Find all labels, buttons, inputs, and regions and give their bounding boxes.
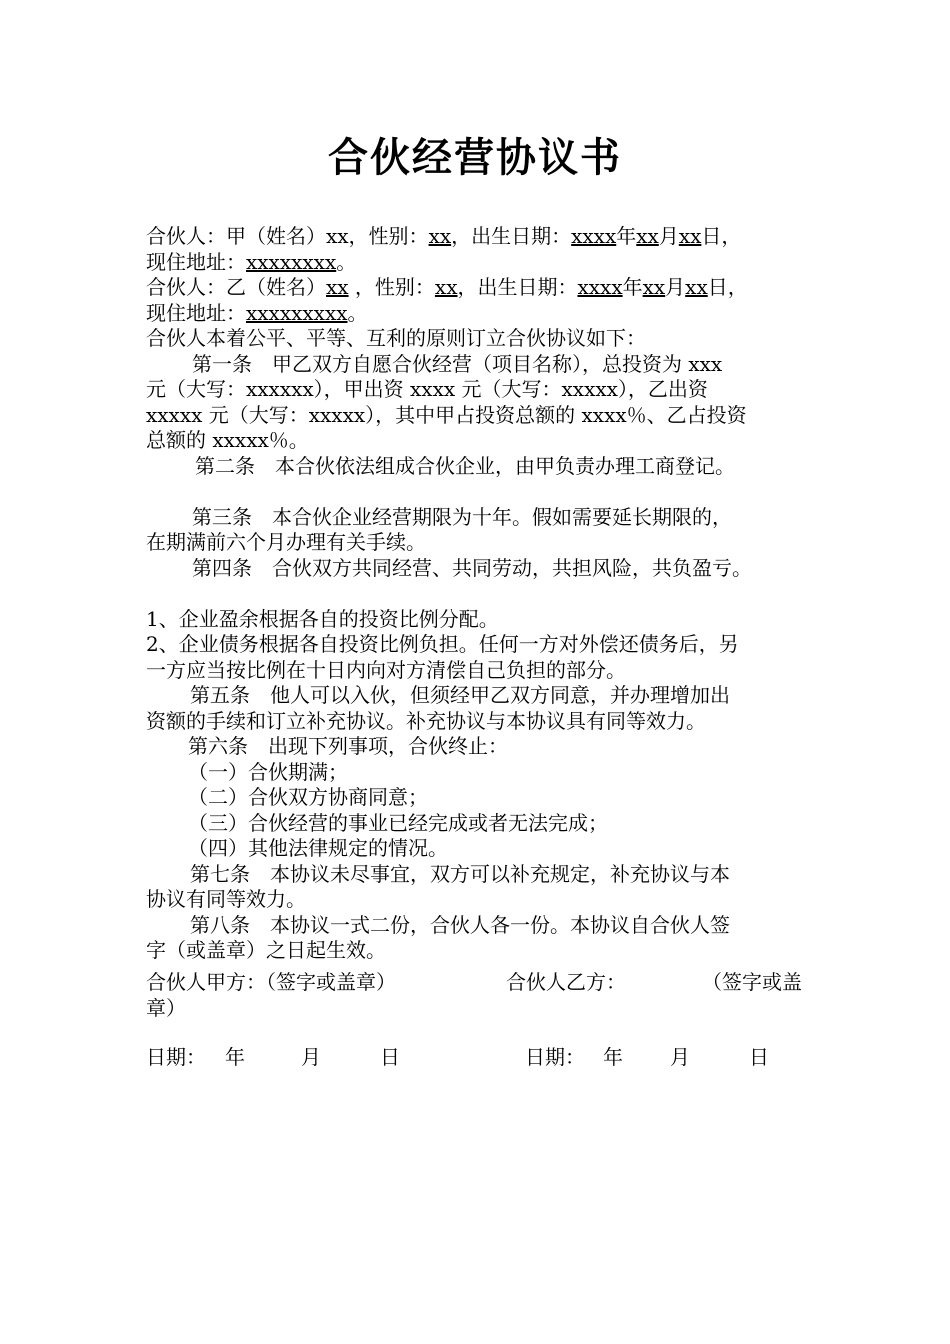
party-b-birth-month: xx — [642, 275, 666, 299]
party-b-address-line: 现住地址：xxxxxxxxx。 — [146, 300, 368, 325]
document-body — [146, 224, 810, 964]
date-day-a: 日 — [380, 1045, 400, 1069]
signature-block — [146, 970, 810, 1021]
date-label-a: 日期： — [146, 1045, 206, 1069]
article-4-line: 第四条 合伙双方共同经营、共同劳动，共担风险，共负盈亏。 — [192, 555, 752, 580]
article-5-line: 第五条 他人可以入伙，但须经甲乙双方同意，并办理增加出 — [190, 683, 730, 707]
party-a-line: 合伙人：甲（姓名）xx，性别：xx，出生日期：xxxx年xx月xx日， — [146, 224, 742, 248]
party-b-signature-label: 合伙人乙方： — [506, 970, 626, 994]
party-a-birth-year: xxxx — [571, 224, 617, 248]
party-b-line: 合伙人：乙（姓名）xx ，性别：xx，出生日期：xxxx年xx月xx日， — [146, 275, 748, 299]
party-a-address-line: 现住地址：xxxxxxxx。 — [146, 249, 357, 274]
article-6-item: （一）合伙期满； — [188, 759, 348, 784]
date-month-a: 月 — [301, 1045, 321, 1069]
party-a-signature-label: 合伙人甲方：（签字或盖章） — [146, 970, 396, 994]
article-5-line: 资额的手续和订立补充协议。补充协议与本协议具有同等效力。 — [146, 708, 706, 733]
party-b-gender: xx — [434, 275, 458, 299]
date-year-a: 年 — [225, 1045, 245, 1069]
date-label-b: 日期： — [525, 1045, 585, 1069]
party-b-birth-year: xxxx — [577, 275, 623, 299]
party-a-address: xxxxxxxx — [246, 249, 337, 274]
article-1-line: 总额的 xxxxx％。 — [146, 428, 309, 452]
article-1-line: xxxxx 元（大写：xxxxx），其中甲占投资总额的 xxxx％、乙占投资 — [146, 402, 747, 427]
party-b-signature-note: （签字或盖 — [702, 970, 802, 994]
article-3-line: 第三条 本合伙企业经营期限为十年。假如需要延长期限的， — [192, 504, 732, 529]
date-day-b: 日 — [749, 1045, 769, 1069]
party-b-birth-day: xx — [685, 275, 708, 299]
signature-wrap: 章） — [146, 995, 186, 1020]
date-year-b: 年 — [603, 1045, 623, 1069]
article-1-line: 元（大写：xxxxxx），甲出资 xxxx 元（大写：xxxxx），乙出资 — [146, 377, 708, 401]
article-7-line: 第七条 本协议未尽事宜，双方可以补充规定，补充协议与本 — [190, 861, 730, 886]
party-b-address: xxxxxxxxx — [246, 300, 348, 325]
article-6-line: 第六条 出现下列事项，合伙终止： — [188, 734, 508, 758]
date-block — [146, 1045, 810, 1071]
article-4-item: 2、企业债务根据各自投资比例负担。任何一方对外偿还债务后，另 — [146, 632, 739, 656]
intro-line: 合伙人本着公平、平等、互利的原则订立合伙协议如下： — [146, 326, 646, 350]
article-7-line: 协议有同等效力。 — [146, 887, 306, 911]
party-a-birth-day: xx — [678, 224, 702, 248]
party-a-birth-month: xx — [636, 224, 659, 248]
article-6-item: （二）合伙双方协商同意； — [188, 785, 428, 809]
article-4-item: 一方应当按比例在十日内向对方清偿自己负担的部分。 — [146, 657, 626, 682]
party-b-name: xx — [326, 275, 349, 299]
article-2-line: 第二条 本合伙依法组成合伙企业，由甲负责办理工商登记。 — [195, 453, 735, 478]
article-8-line: 字（或盖章）之日起生效。 — [146, 938, 386, 962]
article-6-item: （三）合伙经营的事业已经完成或者无法完成； — [188, 810, 608, 835]
article-4-item: 1、企业盈余根据各自的投资比例分配。 — [146, 606, 499, 631]
date-month-b: 月 — [670, 1045, 690, 1069]
document-title: 合伙经营协议书 — [328, 135, 622, 181]
party-a-gender: xx — [428, 224, 452, 248]
article-3-line: 在期满前六个月办理有关手续。 — [146, 530, 426, 554]
article-8-line: 第八条 本协议一式二份，合伙人各一份。本协议自合伙人签 — [190, 912, 730, 937]
article-1-line: 第一条 甲乙双方自愿合伙经营（项目名称），总投资为 xxx — [192, 351, 723, 376]
article-6-item: （四）其他法律规定的情况。 — [188, 836, 448, 860]
